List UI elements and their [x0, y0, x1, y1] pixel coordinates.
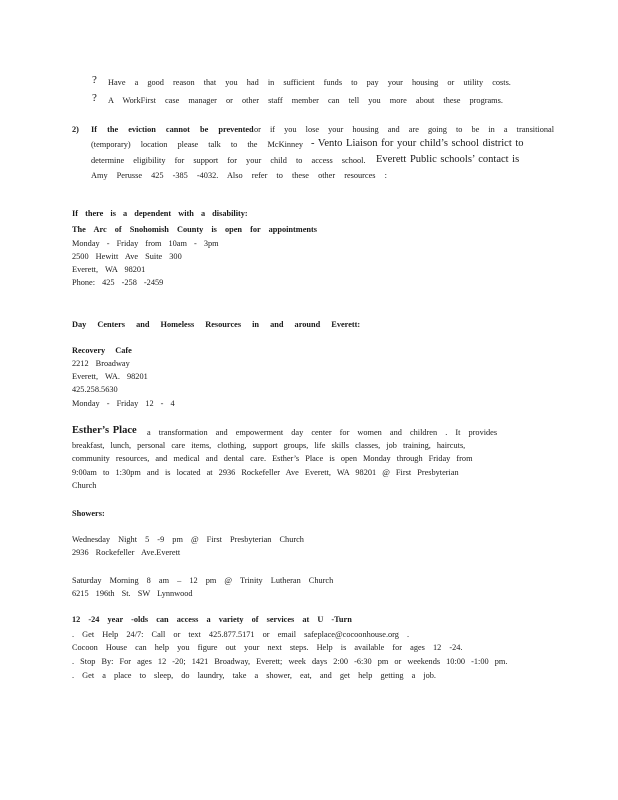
shower-line: Saturday Morning 8 am – 12 pm @ Trinity Lutheran Church: [72, 576, 334, 585]
section-heading: If there is a dependent with a disability:: [72, 209, 248, 218]
item-text-large: Everett Public schools’ contact is: [376, 154, 520, 165]
item-text: (temporary) location please talk to the McKinney: [91, 140, 304, 149]
shower-line: 6215 196th St. SW Lynnwood: [72, 589, 193, 598]
org-name: The Arc of Snohomish County is open for appointments: [72, 225, 318, 234]
paragraph-line: a transformation and empowerment day center for women and children . It provides: [147, 428, 498, 437]
org-name: Recovery Cafe: [72, 346, 132, 355]
bullet-mark: ?: [92, 74, 97, 86]
paragraph-line: . Stop By: For ages 12 -20; 1421 Broadway, Everett; week days 2:00 -6:30 pm or weekends 10:00 -1:00 pm.: [72, 657, 508, 666]
phone: Phone: 425 -258 -2459: [72, 278, 164, 287]
item-text: Amy Perusse 425 -385 -4032. Also refer to these other resources :: [91, 171, 387, 180]
item-bold-text: If the eviction cannot be prevented: [91, 125, 254, 134]
paragraph-line: breakfast, lunch, personal care items, clothing, support groups, life skills classes, job training, haircuts,: [72, 441, 466, 450]
address-line: Everett, WA. 98201: [72, 372, 148, 381]
bullet-item: Have a good reason that you had in sufficient funds to pay your housing or utility costs.: [108, 78, 511, 87]
address-line: Everett, WA 98201: [72, 265, 146, 274]
item-number: 2): [72, 125, 79, 134]
section-heading: Day Centers and Homeless Resources in and around Everett:: [72, 320, 361, 329]
paragraph-line: . Get Help 24/7: Call or text 425.877.5171 or email safeplace@cocoonhouse.org .: [72, 630, 410, 639]
item-text: or if you lose your housing and are going to be in a transitional: [254, 125, 554, 134]
hours: Monday - Friday from 10am - 3pm: [72, 239, 219, 248]
bullet-item: A WorkFirst case manager or other staff member can tell you more about these programs.: [108, 96, 503, 105]
paragraph-line: . Get a place to sleep, do laundry, take a shower, eat, and get help getting a job.: [72, 671, 437, 680]
shower-line: Wednesday Night 5 -9 pm @ First Presbyterian Church: [72, 535, 304, 544]
org-name-large: Esther’s Place: [72, 425, 137, 436]
hours: Monday - Friday 12 - 4: [72, 399, 175, 408]
phone: 425.258.5630: [72, 385, 118, 394]
paragraph-line: Church: [72, 481, 97, 490]
bullet-mark: ?: [92, 92, 97, 104]
address-line: 2500 Hewitt Ave Suite 300: [72, 252, 182, 261]
address-line: 2212 Broadway: [72, 359, 130, 368]
item-text: determine eligibility for support for your child to access school.: [91, 156, 366, 165]
section-heading: Showers:: [72, 509, 105, 518]
item-text-large: - Vento Liaison for your child’s school district to: [311, 138, 524, 149]
paragraph-line: 9:00am to 1:30pm and is located at 2936 Rockefeller Ave Everett, WA 98201 @ First Presbyterian: [72, 468, 459, 477]
paragraph-line: community resources, and medical and dental care. Esther’s Place is open Monday through Friday from: [72, 454, 473, 463]
section-heading: 12 -24 year -olds can access a variety of services at U -Turn: [72, 615, 352, 624]
shower-line: 2936 Rockefeller Ave.Everett: [72, 548, 181, 557]
paragraph-line: Cocoon House can help you figure out your next steps. Help is available for ages 12 -24.: [72, 643, 463, 652]
